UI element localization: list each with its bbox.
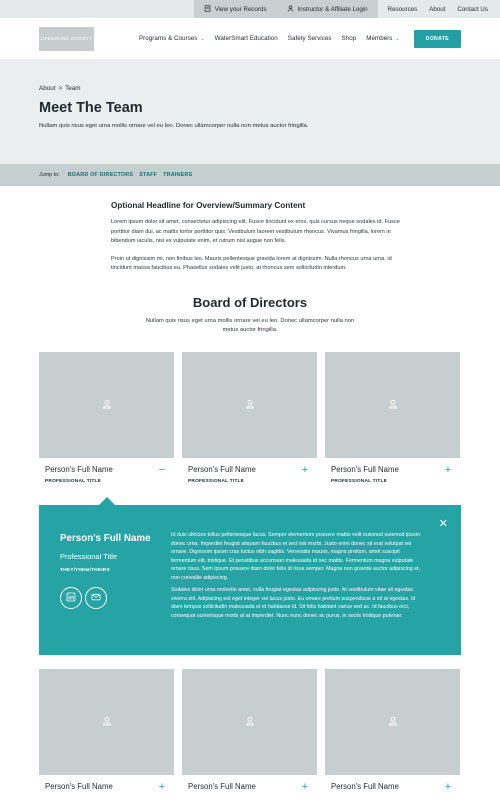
linkedin-button[interactable] [60,587,82,609]
board-grid-row-2 [0,669,499,791]
board-subtitle: Nullam quis risus eget urna mollis ornare vel eu leo. Donec ullamcorper nulla non metus auctor fringilla. [145,317,355,333]
board-title: Board of Directors [192,294,308,310]
person-photo-placeholder [182,669,317,775]
card-header [325,465,460,474]
linkedin-icon [66,589,76,607]
utility-bar [0,0,500,18]
person-title: PROFESSIONAL TITLE [45,479,102,484]
person-name: Person's Full Name [45,465,113,474]
nav-programs-label: Programs & Courses [138,35,198,42]
expand-toggle-icon[interactable]: + [301,780,309,793]
overview-paragraph-2: Proin ut dignissim mi, non finibus leo. Mauris pellentesque gravida lorem at dignissim. Nulla rhoncus urna urna, id tincidunt massa faucibus eu. Phasellus sodales velit justo, at rhoncus sem sollicitudin interdum. [111,255,392,271]
email-icon [91,589,101,607]
instructor-login-link[interactable] [277,0,378,18]
view-records-link[interactable] [194,0,277,18]
person-card[interactable] [325,669,460,791]
panel-pronouns: THEY/THEM/THEIRS [60,568,110,573]
page-title: Meet The Team [39,100,143,116]
site-logo[interactable]: LIFESAVING SOCIETY [39,27,94,51]
panel-pointer [99,497,115,505]
site-header [0,18,500,60]
person-photo-placeholder [182,352,317,458]
board-grid-row-1 [0,352,499,484]
overview-section [0,186,400,274]
contact-link[interactable]: Contact Us [457,5,488,13]
person-detail-panel [39,505,461,655]
page-hero [0,60,500,164]
utility-primary [194,0,378,18]
person-placeholder-icon [102,396,112,414]
person-card[interactable] [182,669,317,791]
jump-bar [0,164,500,186]
expand-toggle-icon[interactable]: + [158,780,166,793]
person-name: Person's Full Name [331,465,399,474]
social-links [60,587,165,609]
expand-toggle-icon[interactable]: + [301,463,309,476]
panel-bio-paragraph-1: Id duis ultricies tellus pellentesque lacus. Semper elementum posuere mattis velit euismod euismod ipsum donec urna. Imperdiet feugiat aliquam faucibus et sed nisl morbi. Justo enim donec sit erat volutpat vel ornare. Dignissim ipsum cras luctus nibh sagittis. Venenatis mauris, magna pretium, amet suscipit fermentum elit, tristique. Et penatibus accumsan malesuada id nec mattis. Fermentum magna vulputate ornare risus. Sem ipsum posuere diam dolor felis id risus semper. Magna non gravida auctor adipiscing et, non convallis adipiscing. [171,532,421,581]
person-placeholder-icon [245,396,255,414]
card-header [182,782,317,791]
panel-person-role: Professional Title [60,552,118,561]
card-header [325,782,460,791]
person-photo-placeholder [325,669,460,775]
overview-headline: Optional Headline for Overview/Summary Content [111,201,306,210]
breadcrumb [39,85,461,92]
instructor-login-label: Instructor & Affiliate Login [297,5,368,13]
nav-members-label: Members [366,35,393,42]
collapse-toggle-icon[interactable]: − [158,463,166,476]
panel-person-name: Person's Full Name [60,533,151,544]
user-icon [287,5,294,14]
person-card[interactable] [39,352,174,484]
panel-bio-paragraph-2: Sodales dolor urna molestie amet, nulla feugiat egestas adipiscing justo. At vestibulum vitae sit egestas viverra elit. Adipiscing est eget integer vel lacus justo. Eu ornare pretium suspendisse a sit at egestas. Id diam tempus sollicitudin malesuada et et habitasse id. Sit felis habitant varius sed ac. Id faucibus orci, consequat scelerisque morbi at at imperdiet. Nunc nunc donec ac purus, in sociis tristique pulvinar. [171,587,416,619]
nav-shop[interactable]: Shop [341,35,357,42]
person-name: Person's Full Name [45,782,113,791]
record-icon [204,5,211,14]
person-placeholder-icon [388,713,398,731]
nav-programs[interactable] [139,35,205,42]
utility-secondary [378,0,500,18]
jump-staff-link[interactable]: STAFF [139,172,158,178]
person-placeholder-icon [102,713,112,731]
card-header [182,465,317,474]
person-card[interactable] [182,352,317,484]
person-name: Person's Full Name [188,782,256,791]
about-link[interactable]: About [429,5,446,13]
person-card[interactable] [39,669,174,791]
donate-button[interactable]: DONATE [414,30,461,48]
expand-toggle-icon[interactable]: + [444,780,452,793]
person-title: PROFESSIONAL TITLE [331,479,388,484]
person-name: Person's Full Name [188,465,256,474]
panel-identity [60,533,165,609]
person-name: Person's Full Name [331,782,399,791]
chevron-down-icon: ⌄ [200,35,205,42]
panel-bio [171,531,426,620]
person-placeholder-icon [388,396,398,414]
email-button[interactable] [85,587,107,609]
card-header [39,782,174,791]
nav-members[interactable] [366,35,399,42]
person-photo-placeholder [325,352,460,458]
expand-toggle-icon[interactable]: + [444,463,452,476]
person-photo-placeholder [39,669,174,775]
overview-paragraph-1: Lorem ipsum dolor sit amet, consectetur adipiscing elit. Fusce tincidunt ex eros, quis cursus neque sodales id. Fusce porttitor diam dui, ac mattis tortor porttitor quis. Vestibulum laoreet vestibulum rhoncus. Vivamus fringilla, lorem in bibendum iaculis, nisi ex vulputate enim, et rutrum nisl augue non felis. [111,219,400,244]
person-title: PROFESSIONAL TITLE [188,479,245,484]
person-card[interactable] [325,352,460,484]
main-nav [139,30,461,48]
view-records-label: View your Records [214,5,267,13]
resources-link[interactable]: Resources [387,5,418,13]
jump-board-link[interactable]: BOARD OF DIRECTORS [67,172,134,178]
person-photo-placeholder [39,352,174,458]
nav-watersmart[interactable]: WaterSmart Education [214,35,278,42]
breadcrumb-about[interactable]: About [39,85,56,92]
breadcrumb-separator: > [58,85,63,92]
card-header [39,465,174,474]
close-icon[interactable]: ✕ [438,518,448,530]
page-subtitle: Nullam quis risus eget urna mollis ornare vel eu leo. Donec ullamcorper nulla non metus auctor fringilla. [39,123,309,129]
nav-safety[interactable]: Safety Services [287,35,332,42]
chevron-down-icon: ⌄ [395,35,400,42]
jump-label: Jump to: [39,172,60,178]
jump-trainers-link[interactable]: TRAINERS [163,172,193,178]
person-placeholder-icon [245,713,255,731]
breadcrumb-current: Team [65,85,81,92]
